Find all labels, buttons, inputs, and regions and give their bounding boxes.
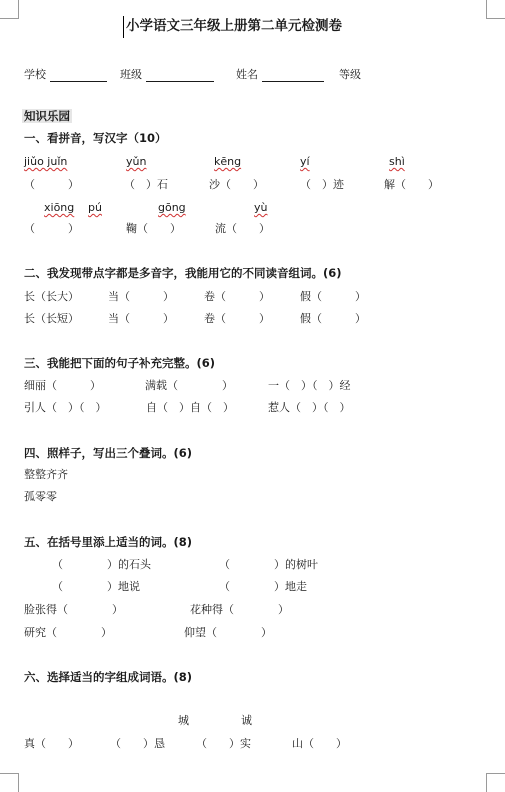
q1-answer-8[interactable]: 流（ ） <box>215 222 270 235</box>
q6-r1-c3[interactable]: （ ）实 <box>196 737 251 750</box>
q2-heading: 二、我发现带点字都是多音字，我能用它的不同读音组词。(6) <box>24 266 342 280</box>
q5-r2-c1[interactable]: （ ）地说 <box>52 580 140 593</box>
q1-pinyin-6: xiōng <box>44 201 75 214</box>
q2-r1-c3[interactable]: 卷（ ） <box>204 290 270 303</box>
q2-r2-c3[interactable]: 卷（ ） <box>204 312 270 325</box>
q1-pinyin-1: jiǔo juǐn <box>24 155 68 168</box>
q1-pinyin-8: gōng <box>158 201 186 214</box>
q5-r4-c1[interactable]: 研究（ ） <box>24 626 112 639</box>
q5-r1-c2[interactable]: （ ）的树叶 <box>219 558 318 571</box>
q5-heading: 五、在括号里添上适当的词。(8) <box>24 535 193 549</box>
page-title: 小学语文三年级上册第二单元检测卷 <box>126 18 342 34</box>
q1-answer-2[interactable]: （ ）石 <box>124 178 168 191</box>
q3-r2-c2[interactable]: 自（ ）自（ ） <box>146 401 234 414</box>
q2-r1-c1: 长（长大） <box>24 290 79 303</box>
q4-heading: 四、照样子，写出三个叠词。(6) <box>24 446 193 460</box>
q3-heading: 三、我能把下面的句子补充完整。(6) <box>24 356 216 370</box>
q6-r1-c1[interactable]: 真（ ） <box>24 737 79 750</box>
q1-pinyin-2: yǔn <box>126 155 147 168</box>
q6-r1-c4[interactable]: 山（ ） <box>292 737 347 750</box>
crop-mark-top-right <box>486 0 505 19</box>
q5-r1-c1[interactable]: （ ）的石头 <box>52 558 151 571</box>
q3-r1-c1[interactable]: 细丽（ ） <box>24 379 101 392</box>
q2-r2-c2[interactable]: 当（ ） <box>108 312 174 325</box>
name-blank[interactable] <box>262 70 324 82</box>
q5-r4-c2[interactable]: 仰望（ ） <box>184 626 272 639</box>
q1-pinyin-5: shì <box>389 155 405 168</box>
q2-r1-c4[interactable]: 假（ ） <box>300 290 366 303</box>
q1-answer-6[interactable]: （ ） <box>24 222 79 235</box>
q6-heading: 六、选择适当的字组成词语。(8) <box>24 670 193 684</box>
q1-pinyin-3: kēng <box>214 155 242 168</box>
q5-r3-c1[interactable]: 脸张得（ ） <box>24 603 123 616</box>
q6-choice-2: 诚 <box>241 714 252 727</box>
q3-r1-c3[interactable]: 一（ ）（ ）经 <box>268 379 351 392</box>
q4-example-2: 孤零零 <box>24 490 57 503</box>
q4-example-1: 整整齐齐 <box>24 468 68 481</box>
q1-heading: 一、看拼音，写汉字（10） <box>24 131 167 145</box>
q1-pinyin-7: pú <box>88 201 102 214</box>
q1-answer-7[interactable]: 鞠（ ） <box>126 222 181 235</box>
q3-r2-c3[interactable]: 惹人（ ）（ ） <box>268 401 351 414</box>
q3-r1-c2[interactable]: 满载（ ） <box>145 379 233 392</box>
q2-r1-c2[interactable]: 当（ ） <box>108 290 174 303</box>
q1-answer-1[interactable]: （ ） <box>24 178 79 191</box>
section-subtitle: 知识乐园 <box>24 109 70 123</box>
q1-pinyin-9: yù <box>254 201 268 214</box>
crop-mark-top-left <box>0 0 19 19</box>
school-label: 学校 <box>24 68 46 81</box>
q2-r2-c4[interactable]: 假（ ） <box>300 312 366 325</box>
q5-r3-c2[interactable]: 花种得（ ） <box>190 603 289 616</box>
q1-pinyin-4: yí <box>300 155 310 168</box>
q1-answer-3[interactable]: 沙（ ） <box>209 178 264 191</box>
q3-r2-c1[interactable]: 引人（ ）（ ） <box>24 401 107 414</box>
name-label: 姓名 <box>236 68 258 81</box>
crop-mark-bottom-right <box>486 773 505 792</box>
q6-choice-1: 城 <box>178 714 189 727</box>
class-label: 班级 <box>120 68 142 81</box>
q2-r2-c1: 长（长短） <box>24 312 79 325</box>
school-blank[interactable] <box>50 70 107 82</box>
text-cursor <box>123 16 124 38</box>
q1-answer-4[interactable]: （ ）迹 <box>300 178 344 191</box>
q5-r2-c2[interactable]: （ ）地走 <box>219 580 307 593</box>
crop-mark-bottom-left <box>0 773 19 792</box>
class-blank[interactable] <box>146 70 214 82</box>
q1-answer-5[interactable]: 解（ ） <box>384 178 439 191</box>
grade-label: 等级 <box>339 68 361 81</box>
q6-r1-c2[interactable]: （ ）恳 <box>110 737 165 750</box>
